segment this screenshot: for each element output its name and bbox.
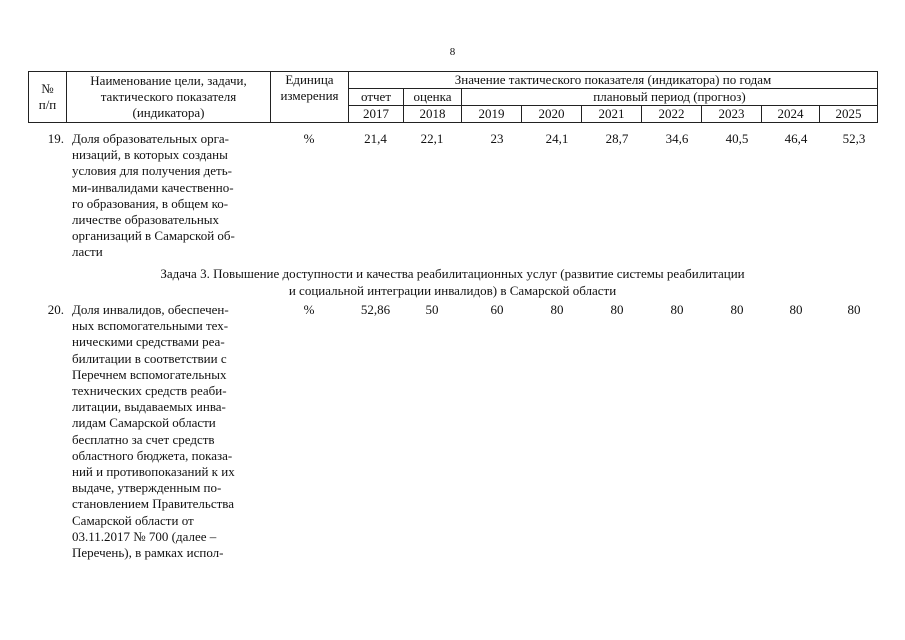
- row-number: 20.: [47, 302, 64, 317]
- row-value: 46,4: [784, 131, 808, 146]
- row-name: Доля инвалидов, обеспечен- ных вспомогательными тех- ническими средствами реа- билитации в соответствии с Перечнем вспомогательных технических средств реаби- литации, выдаваемых инва- лидам Самарской области бесплатно за счет средств областного бюджета, показа- ний и противопоказаний к их выдаче, утвержденным по- становлением Правительства Самарской области от 03.11.2017 № 700 (далее – Перечень), в рамках испол-: [72, 302, 235, 561]
- row-value: 80: [610, 302, 624, 317]
- task-heading-line-1: Задача 3. Повышение доступности и качества реабилитационных услуг (развитие системы реабилитации: [160, 266, 745, 281]
- header-values: Значение тактического показателя (индикатора) по годам: [349, 72, 878, 89]
- header-estimate: оценка: [404, 89, 462, 106]
- task-heading-line-2: и социальной интеграции инвалидов) в Самарской области: [288, 283, 617, 298]
- row-value: 80: [550, 302, 564, 317]
- year-cell: 2020: [522, 106, 582, 123]
- row-value: 80: [670, 302, 684, 317]
- row-unit: %: [303, 302, 315, 317]
- row-value: 50: [425, 302, 439, 317]
- row-value: 52,3: [842, 131, 866, 146]
- year-cell: 2025: [820, 106, 878, 123]
- row-value: 80: [730, 302, 744, 317]
- row-unit: %: [303, 131, 315, 146]
- year-cell: 2019: [462, 106, 522, 123]
- row-value: 34,6: [665, 131, 689, 146]
- header-report: отчет: [349, 89, 404, 106]
- header-name: Наименование цели, задачи, тактического показателя (индикатора): [67, 72, 271, 123]
- header-plan: плановый период (прогноз): [462, 89, 878, 106]
- indicator-table-header: [28, 71, 878, 123]
- row-name: Доля образовательных орга- низаций, в которых созданы условия для получения деть- ми-инвалидами качественно- го образования, в общем ко- личестве образовательных организаций в Самарской об- ласти: [72, 131, 235, 260]
- header-number: № п/п: [29, 72, 67, 123]
- row-value: 52,86: [360, 302, 391, 317]
- year-cell: 2022: [642, 106, 702, 123]
- header-unit: Единица измерения: [271, 72, 349, 123]
- row-value: 24,1: [545, 131, 569, 146]
- row-value: 22,1: [420, 131, 444, 146]
- row-value: 80: [789, 302, 803, 317]
- row-value: 80: [847, 302, 861, 317]
- year-cell: 2017: [349, 106, 404, 123]
- year-cell: 2018: [404, 106, 462, 123]
- row-value: 60: [490, 302, 504, 317]
- row-number: 19.: [47, 131, 64, 146]
- row-value: 40,5: [725, 131, 749, 146]
- row-value: 21,4: [364, 131, 387, 146]
- row-value: 28,7: [605, 131, 629, 146]
- page-number: 8: [449, 46, 456, 58]
- year-cell: 2023: [702, 106, 762, 123]
- row-value: 23: [490, 131, 504, 146]
- year-cell: 2021: [582, 106, 642, 123]
- year-cell: 2024: [762, 106, 820, 123]
